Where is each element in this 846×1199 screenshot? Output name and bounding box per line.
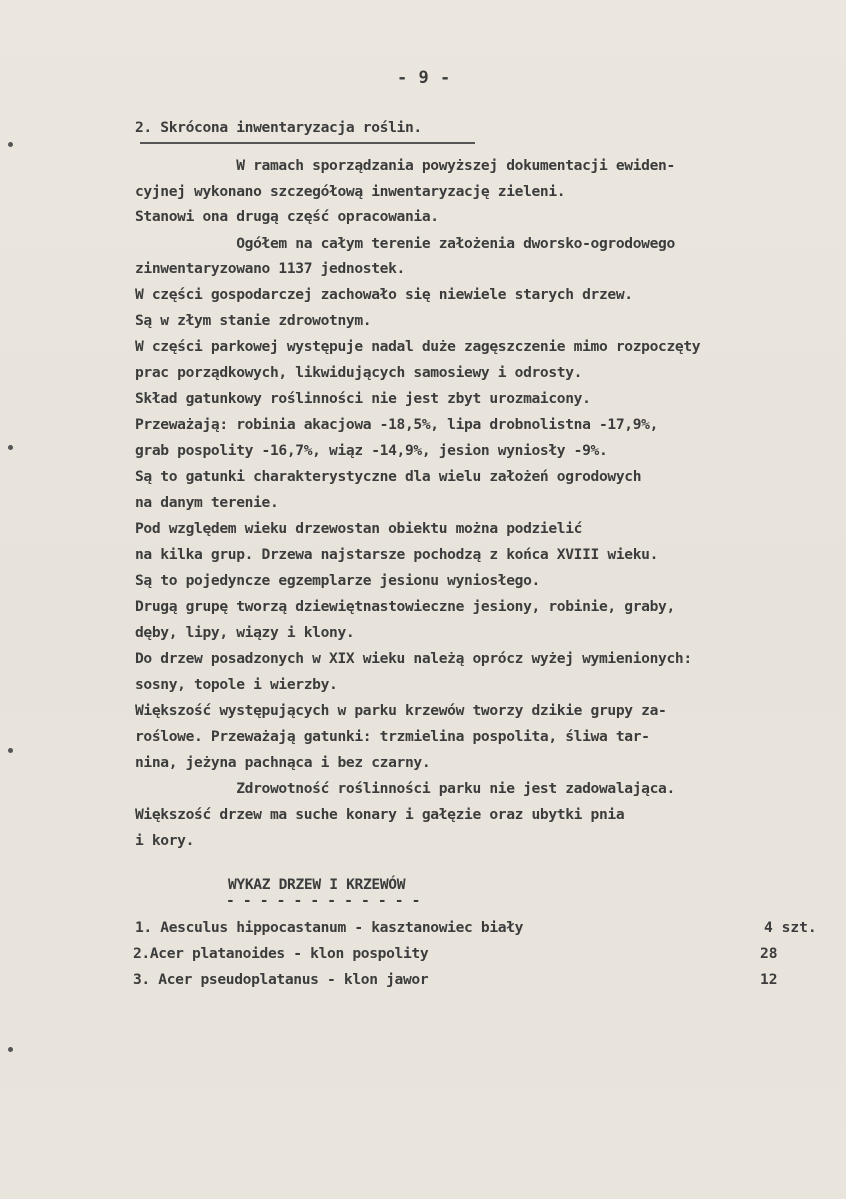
plant-list-qty: 28 bbox=[760, 945, 778, 962]
binding-hole-mark bbox=[8, 445, 13, 450]
body-line: Skład gatunkowy roślinności nie jest zbyt urozmaicony. bbox=[135, 390, 591, 407]
body-line: cyjnej wykonano szczegółową inwentaryzację zieleni. bbox=[135, 183, 566, 200]
body-line: Ogółem na całym terenie założenia dworsko-ogrodowego bbox=[135, 235, 675, 252]
plant-list-item: 3. Acer pseudoplatanus - klon jawor bbox=[133, 971, 429, 988]
body-line: Są to pojedyncze egzemplarze jesionu wyniosłego. bbox=[135, 572, 540, 589]
body-line: na danym terenie. bbox=[135, 494, 279, 511]
plant-list-qty: 4 szt. bbox=[764, 919, 817, 936]
page-number: - 9 - bbox=[397, 68, 451, 88]
body-line: prac porządkowych, likwidujących samosiewy i odrosty. bbox=[135, 364, 583, 381]
body-line: roślowe. Przeważają gatunki: trzmielina pospolita, śliwa tar- bbox=[135, 728, 650, 745]
body-line: Drugą grupę tworzą dziewiętnastowieczne jesiony, robinie, graby, bbox=[135, 598, 675, 615]
body-line: Są w złym stanie zdrowotnym. bbox=[135, 312, 372, 329]
body-line: Większość drzew ma suche konary i gałęzie oraz ubytki pnia bbox=[135, 806, 625, 823]
body-line: Do drzew posadzonych w XIX wieku należą oprócz wyżej wymienionych: bbox=[135, 650, 692, 667]
body-line: na kilka grup. Drzewa najstarsze pochodzą z końca XVIII wieku. bbox=[135, 546, 659, 563]
plant-list-item: 1. Aesculus hippocastanum - kasztanowiec biały bbox=[135, 919, 524, 936]
body-line: dęby, lipy, wiązy i klony. bbox=[135, 624, 355, 641]
section-heading: 2. Skrócona inwentaryzacja roślin. bbox=[135, 119, 422, 136]
body-line: sosny, topole i wierzby. bbox=[135, 676, 338, 693]
body-line: Zdrowotność roślinności parku nie jest zadowalająca. bbox=[135, 780, 675, 797]
binding-hole-mark bbox=[8, 1047, 13, 1052]
list-title: WYKAZ DRZEW I KRZEWÓW bbox=[228, 876, 406, 893]
body-line: Większość występujących w parku krzewów tworzy dzikie grupy za- bbox=[135, 702, 667, 719]
plant-list-qty: 12 bbox=[760, 971, 778, 988]
binding-hole-mark bbox=[8, 748, 13, 753]
body-line: W ramach sporządzania powyższej dokumentacji ewiden- bbox=[135, 157, 675, 174]
body-line: grab pospolity -16,7%, wiąz -14,9%, jesion wyniosły -9%. bbox=[135, 442, 608, 459]
list-title-underline: - - - - - - - - - - - - bbox=[226, 892, 421, 909]
body-line: nina, jeżyna pachnąca i bez czarny. bbox=[135, 754, 431, 771]
body-line: zinwentaryzowano 1137 jednostek. bbox=[135, 260, 405, 277]
body-line: Pod względem wieku drzewostan obiektu można podzielić bbox=[135, 520, 583, 537]
body-line: W części parkowej występuje nadal duże zagęszczenie mimo rozpoczęty bbox=[135, 338, 701, 355]
body-line: i kory. bbox=[135, 832, 195, 849]
body-line: Są to gatunki charakterystyczne dla wielu założeń ogrodowych bbox=[135, 468, 642, 485]
body-line: W części gospodarczej zachowało się niewiele starych drzew. bbox=[135, 286, 633, 303]
body-line: Przeważają: robinia akacjowa -18,5%, lipa drobnolistna -17,9%, bbox=[135, 416, 659, 433]
body-line: Stanowi ona drugą część opracowania. bbox=[135, 208, 439, 225]
binding-hole-mark bbox=[8, 142, 13, 147]
heading-underline bbox=[140, 142, 475, 144]
plant-list-item: 2.Acer platanoides - klon pospolity bbox=[133, 945, 429, 962]
